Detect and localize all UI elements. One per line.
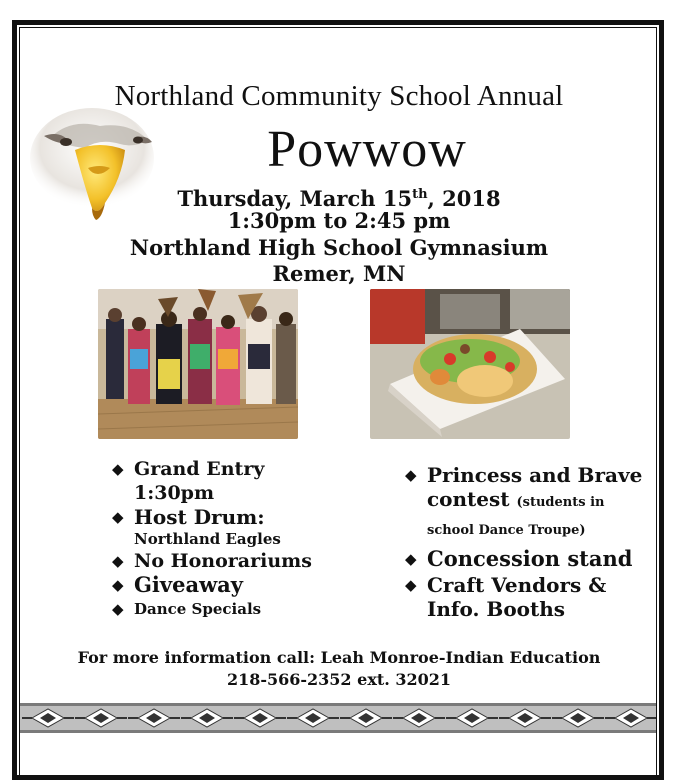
diamond-bullet-icon: ◆ xyxy=(112,460,124,478)
host-drum-label: Host Drum: xyxy=(134,505,265,529)
diamond-bullet-icon: ◆ xyxy=(112,600,124,618)
diamond-bullet-icon: ◆ xyxy=(112,576,124,594)
contact-phone: 218-566-2352 ext. 32021 xyxy=(226,670,452,689)
event-venue: Northland High School Gymnasium xyxy=(129,235,549,260)
left-feature-list xyxy=(112,457,362,619)
list-item xyxy=(112,549,362,573)
date-text: Thursday, March 15 xyxy=(177,186,413,211)
decorative-pattern-band xyxy=(20,703,656,733)
right-feature-list xyxy=(405,463,645,621)
diamond-bullet-icon: ◆ xyxy=(112,508,124,526)
contest-note: (students in xyxy=(516,495,605,510)
contest-label: contest xyxy=(427,487,510,511)
diamond-bullet-icon: ◆ xyxy=(405,550,417,568)
concession-label: Concession stand xyxy=(427,546,633,571)
princess-label: Princess and Brave xyxy=(427,463,643,487)
honorariums-label: No Honorariums xyxy=(134,550,312,572)
list-item xyxy=(112,505,362,529)
list-item xyxy=(405,547,645,571)
grand-entry-time: 1:30pm xyxy=(134,482,215,504)
date-suffix-sup: th xyxy=(412,187,428,202)
giveaway-label: Giveaway xyxy=(134,572,243,597)
event-time: 1:30pm to 2:45 pm xyxy=(227,208,451,233)
dancers-photo xyxy=(98,289,298,439)
diamond-bullet-icon: ◆ xyxy=(112,552,124,570)
grand-entry-label: Grand Entry xyxy=(134,458,265,480)
host-drum-detail: Northland Eagles xyxy=(134,530,281,548)
contest-note-2: school Dance Troupe) xyxy=(427,523,586,538)
diamond-bullet-icon: ◆ xyxy=(405,466,417,484)
event-title: Powwow xyxy=(267,121,467,178)
fry-bread-photo xyxy=(370,289,570,439)
dance-specials-label: Dance Specials xyxy=(134,600,262,618)
event-location: Remer, MN xyxy=(272,261,406,286)
list-item xyxy=(405,573,645,621)
contact-line: For more information call: Leah Monroe-Indian Education xyxy=(77,648,601,667)
info-booths-label: Info. Booths xyxy=(427,597,566,621)
list-item xyxy=(405,463,645,543)
event-date xyxy=(0,182,678,211)
event-subtitle: Northland Community School Annual xyxy=(114,80,564,112)
list-item xyxy=(112,599,362,619)
list-item xyxy=(112,573,362,597)
list-item xyxy=(112,529,362,549)
craft-vendors-label: Craft Vendors & xyxy=(427,573,607,597)
list-item xyxy=(112,457,362,505)
date-year: , 2018 xyxy=(427,186,501,211)
diamond-bullet-icon: ◆ xyxy=(405,576,417,594)
